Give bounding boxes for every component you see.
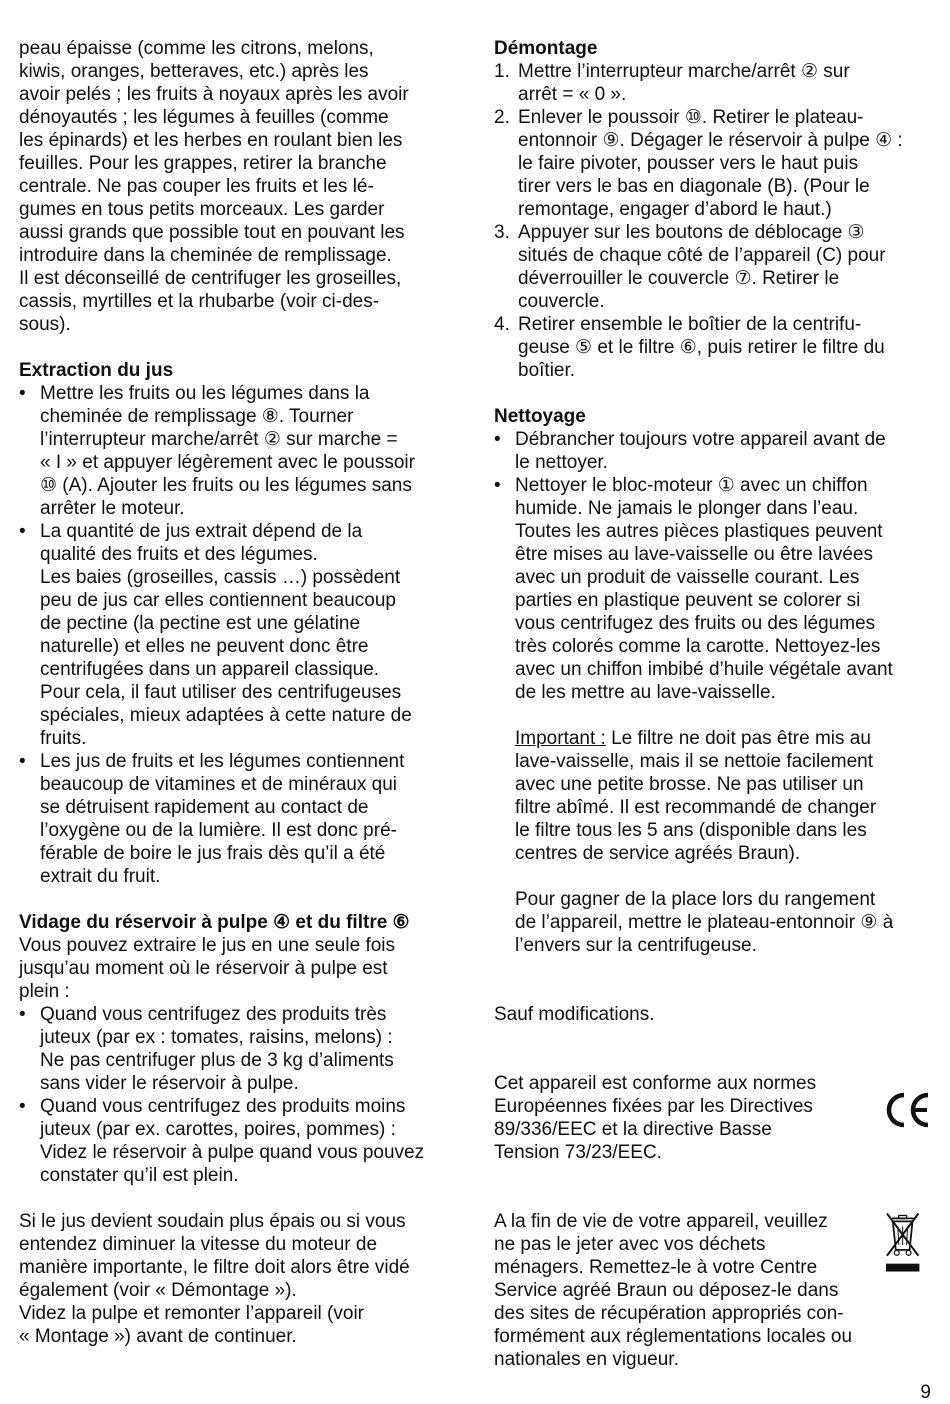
vidage-list	[19, 1003, 459, 1187]
step-item: 1. Mettre l’interrupteur marche/arrêt ② sur arrêt = « 0 ».	[494, 61, 850, 105]
vidage-outro: Si le jus devient soudain plus épais ou si vous entendez diminuer la vitesse du moteur de manière importante, le filtre doit alors être vidé également (voir « Démontage »). Videz la pulpe et remonter l’appareil (voir « Montage ») avant de continuer.	[19, 1211, 410, 1347]
nettoyage-heading: Nettoyage	[494, 406, 586, 427]
important-note: Important : Le filtre ne doit pas être mis au lave-vaisselle, mais il se nettoie facilement avec une petite brosse. Ne pas utiliser un filtre abîmé. Il est recommandé de changer le filtre tous les 5 ans (disponible dans les centres de service agréés Braun).	[515, 728, 877, 864]
step-item: 3. Appuyer sur les boutons de déblocage ③ situés de chaque côté de l’appareil (C) pour déverrouiller le couvercle ⑦. Retirer le couvercle.	[494, 222, 886, 312]
nettoyage-list	[494, 428, 934, 704]
important-label: Important :	[515, 728, 606, 749]
storage-note: Pour gagner de la place lors du rangement de l’appareil, mettre le plateau-entonnoir ⑨ à l’envers sur la centrifugeuse.	[515, 889, 894, 956]
ce-mark-icon	[884, 1090, 932, 1130]
right-column	[494, 37, 934, 1371]
ce-text: Cet appareil est conforme aux normes Européennes fixées par les Directives 89/336/EEC et la directive Basse Tension 73/23/EEC.	[494, 1073, 817, 1163]
step-item: 4. Retirer ensemble le boîtier de la centrifu- geuse ⑤ et le filtre ⑥, puis retirer le filtre du boîtier.	[494, 314, 885, 381]
ce-conformity	[494, 1072, 934, 1164]
demontage-heading: Démontage	[494, 38, 598, 59]
extraction-list	[19, 382, 459, 888]
demontage-steps	[494, 60, 934, 382]
intro-paragraph: peau épaisse (comme les citrons, melons, kiwis, oranges, betteraves, etc.) après les avoir pelés ; les fruits à noyaux après les avoir dénoyautés ; les légumes à feuilles (comme les épinards) et les herbes en roulant bien les feuilles. Pour les grappes, retirer la branche centrale. Ne pas couper les fruits et les lé- gumes en tous petits morceaux. Les garder aussi grands que possible tout en pouvant les introduire dans la cheminée de remplissage. Il est déconseillé de centrifuger les groseilles, cassis, myrtilles et la rhubarbe (voir ci-des- sous).	[19, 38, 409, 335]
list-item: • Débrancher toujours votre appareil avant de le nettoyer.	[494, 428, 934, 474]
crossed-out-wheelie-bin-icon	[883, 1210, 922, 1276]
list-item: • Quand vous centrifugez des produits moins juteux (par ex. carottes, poires, pommes) : Videz le réservoir à pulpe quand vous pouvez constater qu’il est plein.	[19, 1095, 459, 1187]
list-item: • Quand vous centrifugez des produits très juteux (par ex : tomates, raisins, melons) : Ne pas centrifuger plus de 3 kg d’aliments sans vider le réservoir à pulpe.	[19, 1003, 459, 1095]
vidage-intro: Vous pouvez extraire le jus en une seule fois jusqu’au moment où le réservoir à pulpe est plein :	[19, 935, 396, 1002]
extraction-heading: Extraction du jus	[19, 360, 174, 381]
weee-disposal	[494, 1210, 934, 1371]
left-column	[19, 37, 459, 1348]
list-item: • La quantité de jus extrait dépend de la qualité des fruits et des légumes. Les baies (groseilles, cassis …) possèdent peu de jus car elles contiennent beaucoup de pectine (la pectine est une gélatine naturelle) et elles ne peuvent donc être centrifugées dans un appareil classique. Pour cela, il faut utiliser des centrifugeuses spéciales, mieux adaptées à cette nature de fruits.	[19, 520, 459, 750]
list-item: • Les jus de fruits et les légumes contiennent beaucoup de vitamines et de minéraux qui se détruisent rapidement au contact de l’oxygène ou de la lumière. Il est donc pré- férable de boire le jus frais dès qu’il a été extrait du fruit.	[19, 750, 459, 888]
sauf-modifications: Sauf modifications.	[494, 1004, 655, 1025]
list-item: • Mettre les fruits ou les légumes dans la cheminée de remplissage ⑧. Tourner l’interrupteur marche/arrêt ② sur marche = « I » et appuyer légèrement avec le poussoir ⑩ (A). Ajouter les fruits ou les légumes sans arrêter le moteur.	[19, 382, 459, 520]
list-item: • Nettoyer le bloc-moteur ① avec un chiffon humide. Ne jamais le plonger dans l’eau. Toutes les autres pièces plastiques peuvent être mises au lave-vaisselle ou être lavées avec un produit de vaisselle courant. Les parties en plastique peuvent se colorer si vous centrifugez des fruits ou des légumes très colorés comme la carotte. Nettoyez-les avec un chiffon imbibé d’huile végétale avant de les mettre au lave-vaisselle.	[494, 474, 934, 704]
weee-text: A la fin de vie de votre appareil, veuillez ne pas le jeter avec vos déchets ménagers. Remettez-le à votre Centre Service agréé Braun ou déposez-le dans des sites de récupération appropriés con- formément aux réglementations locales ou nationales en vigueur.	[494, 1211, 853, 1370]
vidage-heading: Vidage du réservoir à pulpe ④ et du filtre ⑥	[19, 912, 410, 933]
page-number: 9	[920, 1382, 931, 1403]
step-item: 2. Enlever le poussoir ⑩. Retirer le plateau- entonnoir ⑨. Dégager le réservoir à pulpe ④ : le faire pivoter, pousser vers le haut puis tirer vers le bas en diagonale (B). (Pour le remontage, engager d’abord le haut.)	[494, 107, 903, 220]
